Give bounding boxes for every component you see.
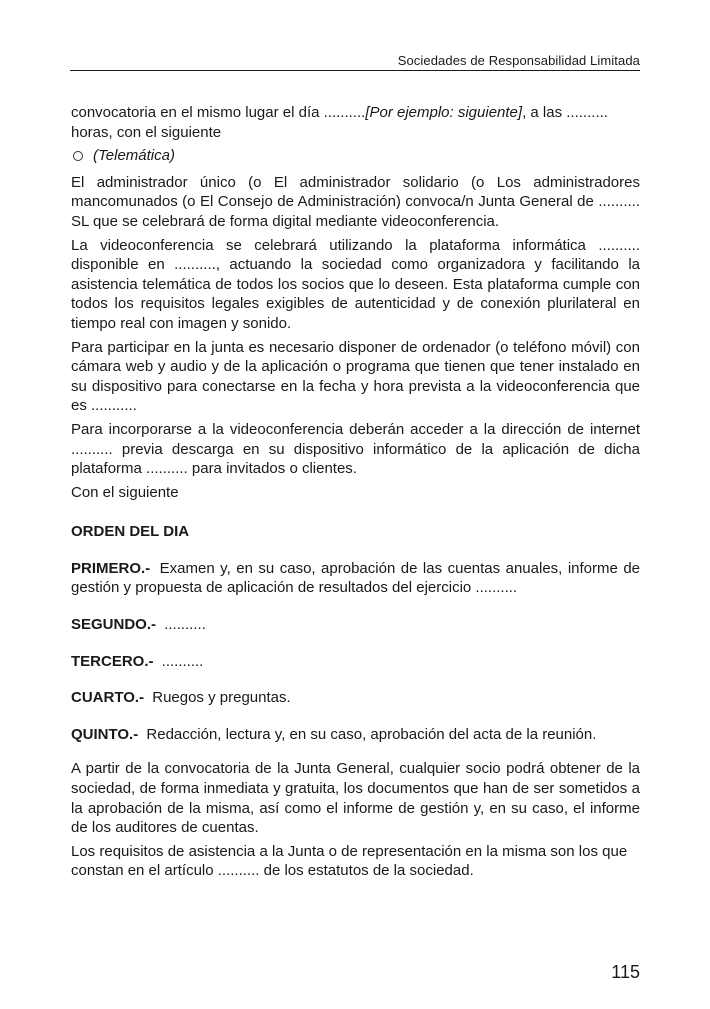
agenda-item-text: .......... bbox=[164, 616, 206, 634]
agenda-item-label: QUINTO.- bbox=[71, 725, 139, 743]
option-label: (Telemática) bbox=[93, 147, 175, 165]
agenda-item-label: TERCERO.- bbox=[71, 652, 154, 670]
intro-paragraph bbox=[71, 103, 640, 142]
agenda-item-text: Examen y, en su caso, aprobación de las cuentas anuales, informe de gestión y propuesta de aplicación de resultados del ejercicio .......... bbox=[71, 559, 641, 597]
agenda-item-label: SEGUNDO.- bbox=[71, 616, 157, 634]
paragraph-requisitos: Los requisitos de asistencia a la Junta o de representación en la misma son los que constan en el artículo .......... de los estatutos de la sociedad. bbox=[71, 842, 628, 880]
page-number: 115 bbox=[611, 962, 640, 982]
intro-text-end: , a las .......... horas, con el siguiente bbox=[71, 104, 608, 141]
paragraph-convoca: El administrador único (o El administrador solidario (o Los administradores mancomunados (o El Consejo de Administración) convoca/n Junta General de .......... SL que se celebrará de forma digital mediante videoconferencia. bbox=[71, 173, 640, 230]
paragraph-incorporarse: Para incorporarse a la videoconferencia deberán acceder a la dirección de internet .......... previa descarga en su dispositivo informático de la aplicación de dicha plataforma .......... para invitados o clientes. bbox=[71, 420, 640, 478]
radio-circle-icon[interactable] bbox=[73, 151, 83, 161]
paragraph-plataforma: La videoconferencia se celebrará utilizando la plataforma informática .......... disponible en .........., actuando la sociedad como organizadora y facilitando la asistencia telemática de todos los socios que lo deseen. Esta plataforma cumple con todos los requisitos legales exigibles de autenticidad y de conexión plurilateral en tiempo real con imagen y sonido. bbox=[71, 236, 640, 332]
header-rule bbox=[70, 70, 640, 71]
option-telematica[interactable] bbox=[71, 146, 640, 166]
agenda-item-label: PRIMERO.- bbox=[71, 559, 151, 577]
closing-section bbox=[71, 759, 640, 881]
agenda-item-text: .......... bbox=[161, 652, 204, 670]
body-text bbox=[71, 103, 640, 885]
agenda-item-tercero bbox=[71, 652, 640, 672]
paragraph-participar: Para participar en la junta es necesario disponer de ordenador (o teléfono móvil) con cámara web y audio y de la aplicación o programa que tienen que tener instalado en su dispositivo para conectarse en la fecha y hora prevista a la videoconferencia que es ........... bbox=[71, 338, 640, 415]
agenda-item-text: Redacción, lectura y, en su caso, aprobación del acta de la reunión. bbox=[146, 725, 597, 743]
intro-italic-example: [Por ejemplo: siguiente] bbox=[365, 104, 523, 121]
agenda-item-segundo bbox=[71, 615, 640, 635]
agenda-item-quinto bbox=[71, 725, 640, 745]
paragraph-con-el-siguiente: Con el siguiente bbox=[71, 483, 179, 501]
intro-text-start: convocatoria en el mismo lugar el día .......... bbox=[71, 104, 366, 121]
agenda-item-cuarto bbox=[71, 688, 640, 708]
paragraph-documentos: A partir de la convocatoria de la Junta General, cualquier socio podrá obtener de la sociedad, de forma inmediata y gratuita, los documentos que han de ser sometidos a la aprobación de la misma, así como el informe de gestión y, en su caso, el informe de los auditores de cuentas. bbox=[71, 760, 640, 837]
agenda-item-primero bbox=[71, 559, 640, 598]
running-header: Sociedades de Responsabilidad Limitada bbox=[397, 53, 640, 68]
agenda-item-text: Ruegos y preguntas. bbox=[152, 689, 291, 707]
agenda-title: ORDEN DEL DIA bbox=[71, 523, 190, 541]
agenda-item-label: CUARTO.- bbox=[71, 689, 145, 707]
